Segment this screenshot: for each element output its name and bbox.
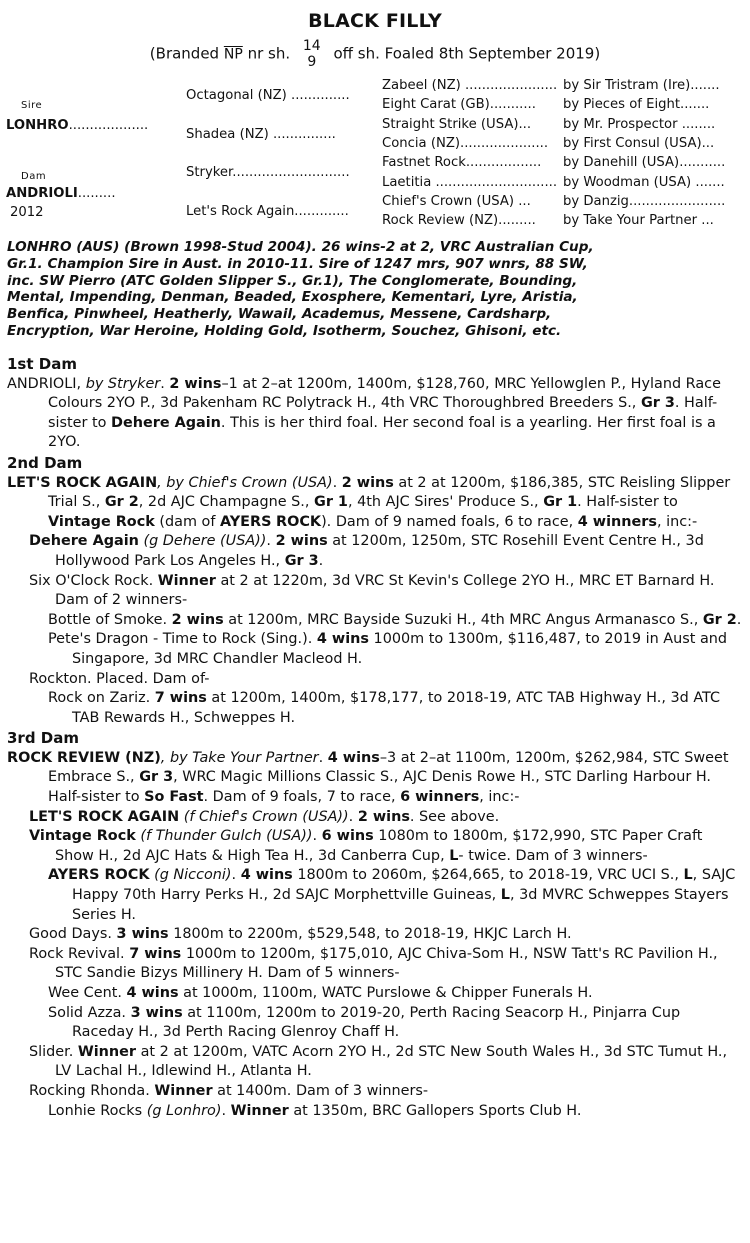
page-title: BLACK FILLY <box>308 10 442 32</box>
second-dam-entry: LET'S ROCK AGAIN, by Chief's Crown (USA). 2 wins at 2 at 1200m, $186,385, STC Reisling Slipper Trial S., Gr 2, 2d AJC Champagne S., Gr 1, 4th AJC Sires' Produce S., Gr 1. Half-sister to Vintage Rock (dam of AYERS ROCK). Dam of 9 named foals, 6 to race, 4 winners, inc:- <box>7 474 731 530</box>
gen3-1: Zabeel (NZ) ...................... <box>382 78 558 93</box>
progeny-bottle-of-smoke: Bottle of Smoke. 2 wins at 1200m, MRC Bayside Suzuki H., 4th MRC Angus Armanasco S., Gr 2. <box>48 611 742 628</box>
gen2-sire-sire: Octagonal (NZ) .............. <box>186 88 350 103</box>
progeny-slider: Slider. Winner at 2 at 1200m, VATC Acorn 2YO H., 2d STC New South Wales H., 3d STC Tumut H., LV Lachal H., Idlewind H., Atlanta H. <box>29 1043 728 1080</box>
progeny-petes-dragon: Pete's Dragon - Time to Rock (Sing.). 4 wins 1000m to 1300m, $116,487, to 2019 in Aust and Singapore, 3d MRC Chandler Macleod H. <box>48 631 728 667</box>
section-heading-1st-dam: 1st Dam <box>7 355 77 373</box>
gen3-6: Laetitia ............................. <box>382 175 558 190</box>
gen3-5: Fastnet Rock.................. <box>382 155 542 170</box>
gen3-sire-6: by Woodman (USA) ....... <box>563 175 725 190</box>
gen3-8: Rock Review (NZ)......... <box>382 213 536 228</box>
first-dam-entry: ANDRIOLI, by Stryker. 2 wins–1 at 2–at 1200m, 1400m, $128,760, MRC Yellowglen P., Hyland Race Colours 2YO P., 3d Pakenham RC Polytrack H., 4th VRC Thoroughbred Breeders S., Gr 3. Half-sister to Dehere Again. This is her third foal. Her second foal is a yearling. Her first foal is a 2YO. <box>7 375 721 451</box>
gen3-sire-5: by Danehill (USA)........... <box>563 155 726 170</box>
progeny-six-oclock-rock: Six O'Clock Rock. Winner at 2 at 1220m, 3d VRC St Kevin's College 2YO H., MRC ET Barnard H. Dam of 2 winners- <box>29 572 715 609</box>
gen3-3: Straight Strike (USA)... <box>382 117 532 132</box>
progeny-ayers-rock: AYERS ROCK (g Nicconi). 4 wins 1800m to 2060m, $264,665, to 2018-19, VRC UCI S., L, SAJC Happy 70th Harry Perks H., 2d SAJC Morphettville Guineas, L, 3d MVRC Schweppes Stayers Series H. <box>48 867 736 923</box>
progeny-rock-on-zariz: Rock on Zariz. 7 wins at 1200m, 1400m, $178,177, to 2018-19, ATC TAB Highway H., 3d ATC TAB Rewards H., Schweppes H. <box>48 690 721 726</box>
brand-mark: $\overline{NP}$ <box>223 46 243 63</box>
gen3-sire-8: by Take Your Partner ... <box>563 213 714 228</box>
gen3-sire-4: by First Consul (USA)... <box>563 136 715 151</box>
progeny-rock-revival: Rock Revival. 7 wins 1000m to 1200m, $175,010, AJC Chiva-Som H., NSW Tatt's RC Pavilion H., STC Sandie Bizys Millinery H. Dam of 5 winners- <box>29 945 718 982</box>
dam-name: ANDRIOLI......... <box>6 186 116 201</box>
third-dam-entry: ROCK REVIEW (NZ), by Take Your Partner. 4 wins–3 at 2–at 1100m, 1200m, $262,984, STC Sweet Embrace S., Gr 3, WRC Magic Millions Classic S., AJC Denis Rowe H., STC Darling Harbour H. Half-sister to So Fast. Dam of 9 foals, 7 to race, 6 winners, inc:- <box>7 749 729 806</box>
gen3-sire-2: by Pieces of Eight....... <box>563 97 710 112</box>
progeny-good-days: Good Days. 3 wins 1800m to 2200m, $529,548, to 2018-19, HKJC Larch H. <box>29 926 572 943</box>
gen3-2: Eight Carat (GB)........... <box>382 97 536 112</box>
section-heading-3rd-dam: 3rd Dam <box>7 729 79 748</box>
sire-name: LONHRO................... <box>6 118 149 133</box>
gen2-dam-dam: Let's Rock Again............. <box>186 204 349 219</box>
sire-summary: LONHRO (AUS) (Brown 1998-Stud 2004). 26 wins-2 at 2, VRC Australian Cup, Gr.1. Champion Sire in Aust. in 2010-11. Sire of 1247 mrs, 907 wnrs, 88 SW, inc. SW Pierro (ATC Golden Slipper S., Gr.1), The Conglomerate, Bounding, Mental, Impending, Denman, Beaded, Exosphere, Kementari, Lyre, Aristia, Benfica, Pinwheel, Heatherly, Wawail, Academus, Messene, Cardsharp, Encryption, War Heroine, Holding Gold, Isotherm, Souchez, Ghisoni, etc. <box>7 239 594 339</box>
progeny-rocking-rhonda: Rocking Rhonda. Winner at 1400m. Dam of 3 winners- <box>29 1082 429 1099</box>
brand-line: (Branded $\overline{NP}$ nr sh. 14 9 off sh. Foaled 8th September 2019) <box>149 38 601 70</box>
dam-label: Dam <box>21 171 47 182</box>
section-heading-2nd-dam: 2nd Dam <box>7 453 83 472</box>
progeny-dehere-again: Dehere Again (g Dehere (USA)). 2 wins at 1200m, 1250m, STC Rosehill Event Centre H., 3d Hollywood Park Los Angeles H., Gr 3. <box>29 533 704 569</box>
gen2-sire-dam: Shadea (NZ) ............... <box>186 127 336 142</box>
gen3-sire-3: by Mr. Prospector ........ <box>563 117 716 132</box>
progeny-solid-azza: Solid Azza. 3 wins at 1100m, 1200m to 2019-20, Perth Racing Seacorp H., Pinjarra Cup Raceday H., 3d Perth Racing Glenroy Chaff H. <box>48 1004 681 1041</box>
progeny-vintage-rock: Vintage Rock (f Thunder Gulch (USA)). 6 wins 1080m to 1800m, $172,990, STC Paper Craft Show H., 2d AJC Hats & High Tea H., 3d Canberra Cup, L- twice. Dam of 3 winners- <box>29 828 703 864</box>
gen3-7: Chief's Crown (USA) ... <box>382 194 531 209</box>
family-body <box>7 355 743 1121</box>
brand-fraction: 14 9 <box>302 38 321 70</box>
gen3-sire-7: by Danzig....................... <box>563 194 726 209</box>
gen3-sire-1: by Sir Tristram (Ire)....... <box>563 78 720 93</box>
sire-label: Sire <box>21 100 43 111</box>
progeny-lonhie-rocks: Lonhie Rocks (g Lonhro). Winner at 1350m, BRC Gallopers Sports Club H. <box>48 1102 582 1119</box>
gen2-dam-sire: Stryker............................ <box>186 165 350 180</box>
progeny-lets-rock-again: LET'S ROCK AGAIN (f Chief's Crown (USA)). 2 wins. See above. <box>29 808 500 825</box>
progeny-wee-cent: Wee Cent. 4 wins at 1000m, 1100m, WATC Purslowe & Chipper Funerals H. <box>48 985 593 1001</box>
progeny-rockton: Rockton. Placed. Dam of- <box>29 670 210 687</box>
dam-year: 2012 <box>10 205 44 220</box>
gen3-4: Concia (NZ)..................... <box>382 136 549 151</box>
